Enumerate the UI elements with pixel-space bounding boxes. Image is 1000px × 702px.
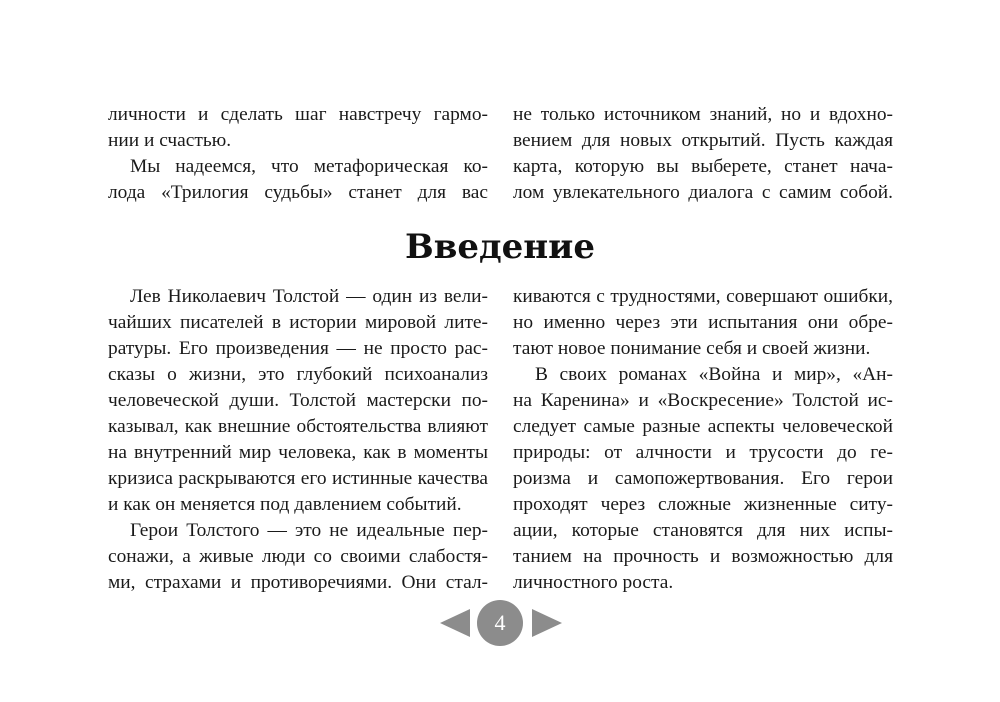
text-line: киваются с трудностями, совершают ошибки, [513, 286, 893, 307]
text-line: следует самые разные аспекты человеческой [513, 416, 893, 437]
text-line: Лев Николаевич Толстой — один из вели- [130, 286, 488, 307]
upper-left-column [108, 102, 488, 206]
text-line: личностного роста. [513, 572, 674, 593]
text-line: танием на прочность и возможностью для [513, 546, 893, 567]
text-line: не только источником знаний, но и вдохно- [513, 104, 893, 125]
text-line: на Каренина» и «Воскресение» Толстой ис- [513, 390, 893, 411]
triangle-right-icon[interactable] [532, 609, 562, 637]
text-line: Мы надеемся, что метафорическая ко- [130, 156, 488, 177]
text-line: проходят через сложные жизненные ситу- [513, 494, 893, 515]
text-line: тают новое понимание себя и своей жизни. [513, 338, 871, 359]
text-line: ратуры. Его произведения — не просто рас- [108, 338, 488, 359]
triangle-left-icon[interactable] [440, 609, 470, 637]
text-line: Герои Толстого — это не идеальные пер- [130, 520, 488, 541]
lower-left-column [108, 284, 488, 596]
text-line: личности и сделать шаг навстречу гармо- [108, 104, 488, 125]
section-heading: Введение [404, 227, 596, 267]
text-line: сказы о жизни, это глубокий психоанализ [108, 364, 488, 385]
text-line: ми, страхами и противоречиями. Они стал- [108, 572, 488, 593]
text-line: лода «Трилогия судьбы» станет для вас [108, 182, 488, 203]
text-line: лом увлекательного диалога с самим собой. [513, 182, 893, 203]
upper-right-column [513, 102, 893, 206]
text-line: природы: от алчности и трусости до ге- [513, 442, 893, 463]
text-line: сонажи, а живые люди со своими слабостя- [108, 546, 488, 567]
page-navigation [440, 598, 562, 648]
text-line: и как он меняется под давлением событий. [108, 494, 462, 515]
text-line: кризиса раскрываются его истинные качества [108, 468, 488, 489]
text-line: роизма и самопожертвования. Его герои [513, 468, 893, 489]
text-line: чайших писателей в истории мировой лите- [108, 312, 488, 333]
text-line: В своих романах «Война и мир», «Ан- [535, 364, 893, 385]
text-line: ации, которые становятся для них испы- [513, 520, 893, 541]
text-line: вением для новых открытий. Пусть каждая [513, 130, 893, 151]
text-line: казывал, как внешние обстоятельства влияют [108, 416, 488, 437]
text-line: карта, которую вы выберете, станет нача- [513, 156, 893, 177]
page-number: 4 [477, 600, 523, 646]
text-line: нии и счастью. [108, 130, 232, 151]
text-line: но именно через эти испытания они обре- [513, 312, 893, 333]
lower-right-column [513, 284, 893, 596]
text-line: на внутренний мир человека, как в моменты [108, 442, 488, 463]
text-line: человеческой души. Толстой мастерски по- [108, 390, 488, 411]
